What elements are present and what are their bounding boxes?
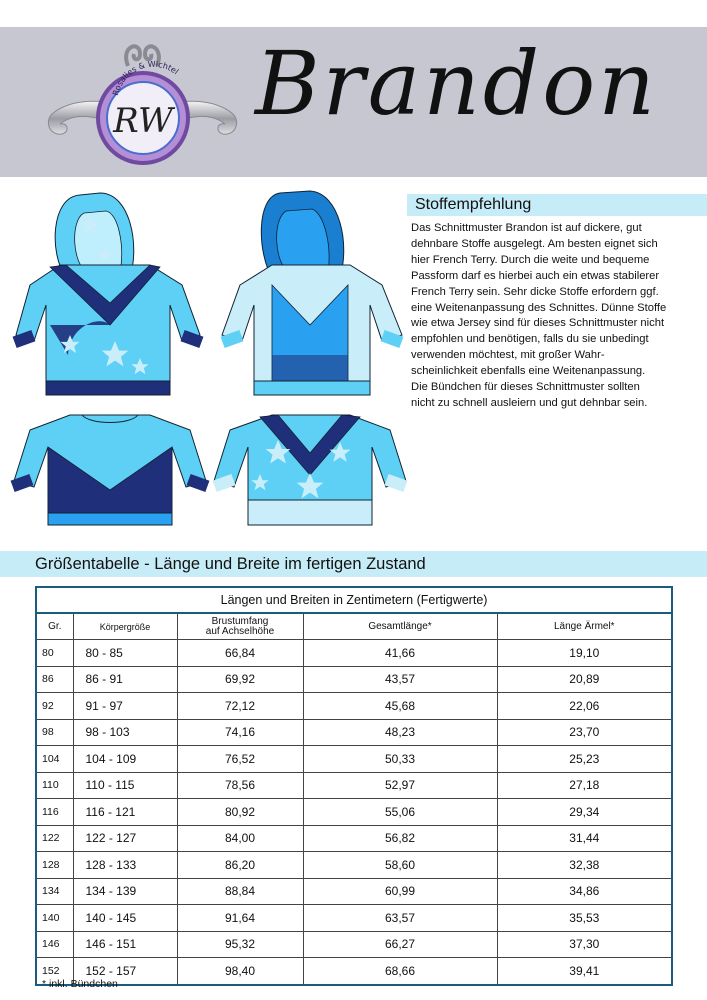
cell-total-length: 56,82	[303, 825, 497, 852]
cell-size: 128	[36, 852, 73, 879]
fabric-line: empfohlen und benötigen, falls du sie unbedingt	[411, 333, 649, 346]
cell-total-length: 48,23	[303, 719, 497, 746]
table-row	[36, 799, 672, 826]
fabric-line: dehnbare Stoffe ausgelegt. Am besten eignet sich	[411, 237, 658, 250]
col-header-size: Gr.	[36, 613, 73, 640]
hoodie-front-illustration	[13, 193, 204, 395]
cell-total-length: 45,68	[303, 693, 497, 720]
cell-chest: 66,84	[177, 640, 303, 667]
cell-body-height: 104 - 109	[73, 746, 177, 773]
size-table	[35, 586, 673, 986]
cell-size: 122	[36, 825, 73, 852]
cell-body-height: 116 - 121	[73, 799, 177, 826]
cell-body-height: 110 - 115	[73, 772, 177, 799]
cell-total-length: 43,57	[303, 666, 497, 693]
cell-sleeve-length: 34,86	[497, 878, 672, 905]
cell-chest: 78,56	[177, 772, 303, 799]
table-row	[36, 693, 672, 720]
page-title: Brandon	[255, 32, 658, 135]
cell-chest: 69,92	[177, 666, 303, 693]
table-row	[36, 825, 672, 852]
col-header-chest-line1: Brustumfang	[211, 615, 269, 627]
cell-chest: 88,84	[177, 878, 303, 905]
cell-total-length: 58,60	[303, 852, 497, 879]
cell-size: 152	[36, 958, 73, 985]
cell-chest: 72,12	[177, 693, 303, 720]
col-header-body-height: Körpergröße	[73, 613, 177, 640]
table-row	[36, 746, 672, 773]
cell-size: 92	[36, 693, 73, 720]
cell-total-length: 63,57	[303, 905, 497, 932]
cell-body-height: 146 - 151	[73, 931, 177, 958]
col-header-sleeve-length: Länge Ärmel*	[497, 613, 672, 640]
cell-body-height: 80 - 85	[73, 640, 177, 667]
sweater-front-illustration	[11, 415, 210, 525]
cell-total-length: 68,66	[303, 958, 497, 985]
cell-size: 140	[36, 905, 73, 932]
table-caption: Längen und Breiten in Zentimetern (Fertigwerte)	[36, 587, 672, 613]
hoodie-back-illustration	[221, 191, 404, 395]
cell-size: 146	[36, 931, 73, 958]
col-header-chest-line2: auf Achselhöhe	[205, 625, 275, 637]
garment-illustrations	[10, 185, 410, 530]
table-row	[36, 719, 672, 746]
cell-chest: 80,92	[177, 799, 303, 826]
cell-size: 86	[36, 666, 73, 693]
cell-chest: 95,32	[177, 931, 303, 958]
cell-size: 110	[36, 772, 73, 799]
col-header-total-length: Gesamtlänge*	[303, 613, 497, 640]
fabric-line: scheinlichkeit ebenfalls eine Weitenanpassung.	[411, 365, 646, 378]
cell-sleeve-length: 25,23	[497, 746, 672, 773]
cell-body-height: 152 - 157	[73, 958, 177, 985]
fabric-line: verwenden möchtest, mit großer Wahr-	[411, 349, 605, 362]
cell-sleeve-length: 35,53	[497, 905, 672, 932]
sweater-back-illustration	[213, 415, 408, 525]
cell-total-length: 55,06	[303, 799, 497, 826]
fabric-text	[411, 221, 703, 412]
cell-total-length: 52,97	[303, 772, 497, 799]
cell-size: 104	[36, 746, 73, 773]
fabric-line: Das Schnittmuster Brandon ist auf dickere, gut	[411, 222, 642, 234]
logo-ring-text: Rosalies & Wichtel	[111, 59, 181, 97]
fabric-line: eine Weitenanpassung des Schnittes. Dünne Stoffe	[411, 301, 667, 314]
cell-sleeve-length: 22,06	[497, 693, 672, 720]
fabric-line: Die Bündchen für dieses Schnittmuster sollten	[411, 381, 640, 394]
cell-sleeve-length: 32,38	[497, 852, 672, 879]
fabric-heading: Stoffempfehlung	[407, 194, 707, 216]
table-row	[36, 931, 672, 958]
table-row	[36, 852, 672, 879]
cell-body-height: 122 - 127	[73, 825, 177, 852]
cell-sleeve-length: 20,89	[497, 666, 672, 693]
cell-sleeve-length: 19,10	[497, 640, 672, 667]
table-row	[36, 878, 672, 905]
cell-body-height: 91 - 97	[73, 693, 177, 720]
table-row	[36, 958, 672, 985]
cell-total-length: 60,99	[303, 878, 497, 905]
cell-body-height: 134 - 139	[73, 878, 177, 905]
cell-size: 80	[36, 640, 73, 667]
col-header-chest	[177, 613, 303, 640]
cell-total-length: 66,27	[303, 931, 497, 958]
cell-chest: 91,64	[177, 905, 303, 932]
cell-total-length: 50,33	[303, 746, 497, 773]
cell-sleeve-length: 27,18	[497, 772, 672, 799]
cell-sleeve-length: 39,41	[497, 958, 672, 985]
cell-chest: 76,52	[177, 746, 303, 773]
cell-chest: 84,00	[177, 825, 303, 852]
size-table-body	[36, 640, 672, 985]
cell-size: 116	[36, 799, 73, 826]
size-table-heading: Größentabelle - Länge und Breite im fertigen Zustand	[0, 551, 707, 577]
cell-size: 98	[36, 719, 73, 746]
cell-chest: 86,20	[177, 852, 303, 879]
cell-body-height: 98 - 103	[73, 719, 177, 746]
table-row	[36, 640, 672, 667]
footnote: * inkl. Bündchen	[42, 978, 118, 990]
cell-total-length: 41,66	[303, 640, 497, 667]
cell-chest: 98,40	[177, 958, 303, 985]
cell-size: 134	[36, 878, 73, 905]
cell-body-height: 128 - 133	[73, 852, 177, 879]
cell-sleeve-length: 23,70	[497, 719, 672, 746]
table-row	[36, 666, 672, 693]
cell-sleeve-length: 29,34	[497, 799, 672, 826]
fabric-line: wie etwa Jersey sind für dieses Schnittmuster nicht	[411, 317, 665, 330]
cell-chest: 74,16	[177, 719, 303, 746]
fabric-line: nicht zu schnell ausleiern und gut dehnbar sein.	[411, 396, 648, 409]
logo-rosalies-wichtel	[40, 36, 245, 176]
cell-body-height: 86 - 91	[73, 666, 177, 693]
cell-body-height: 140 - 145	[73, 905, 177, 932]
table-row	[36, 772, 672, 799]
fabric-line: Passform darf es hierbei auch ein etwas stabilerer	[411, 269, 660, 282]
fabric-line: French Terry sein. Sehr dicke Stoffe erfordern ggf.	[411, 285, 659, 298]
table-row	[36, 905, 672, 932]
fabric-line: hier French Terry. Durch die weite und bequeme	[411, 253, 650, 266]
cell-sleeve-length: 31,44	[497, 825, 672, 852]
logo-initials: RW	[113, 101, 173, 141]
cell-sleeve-length: 37,30	[497, 931, 672, 958]
